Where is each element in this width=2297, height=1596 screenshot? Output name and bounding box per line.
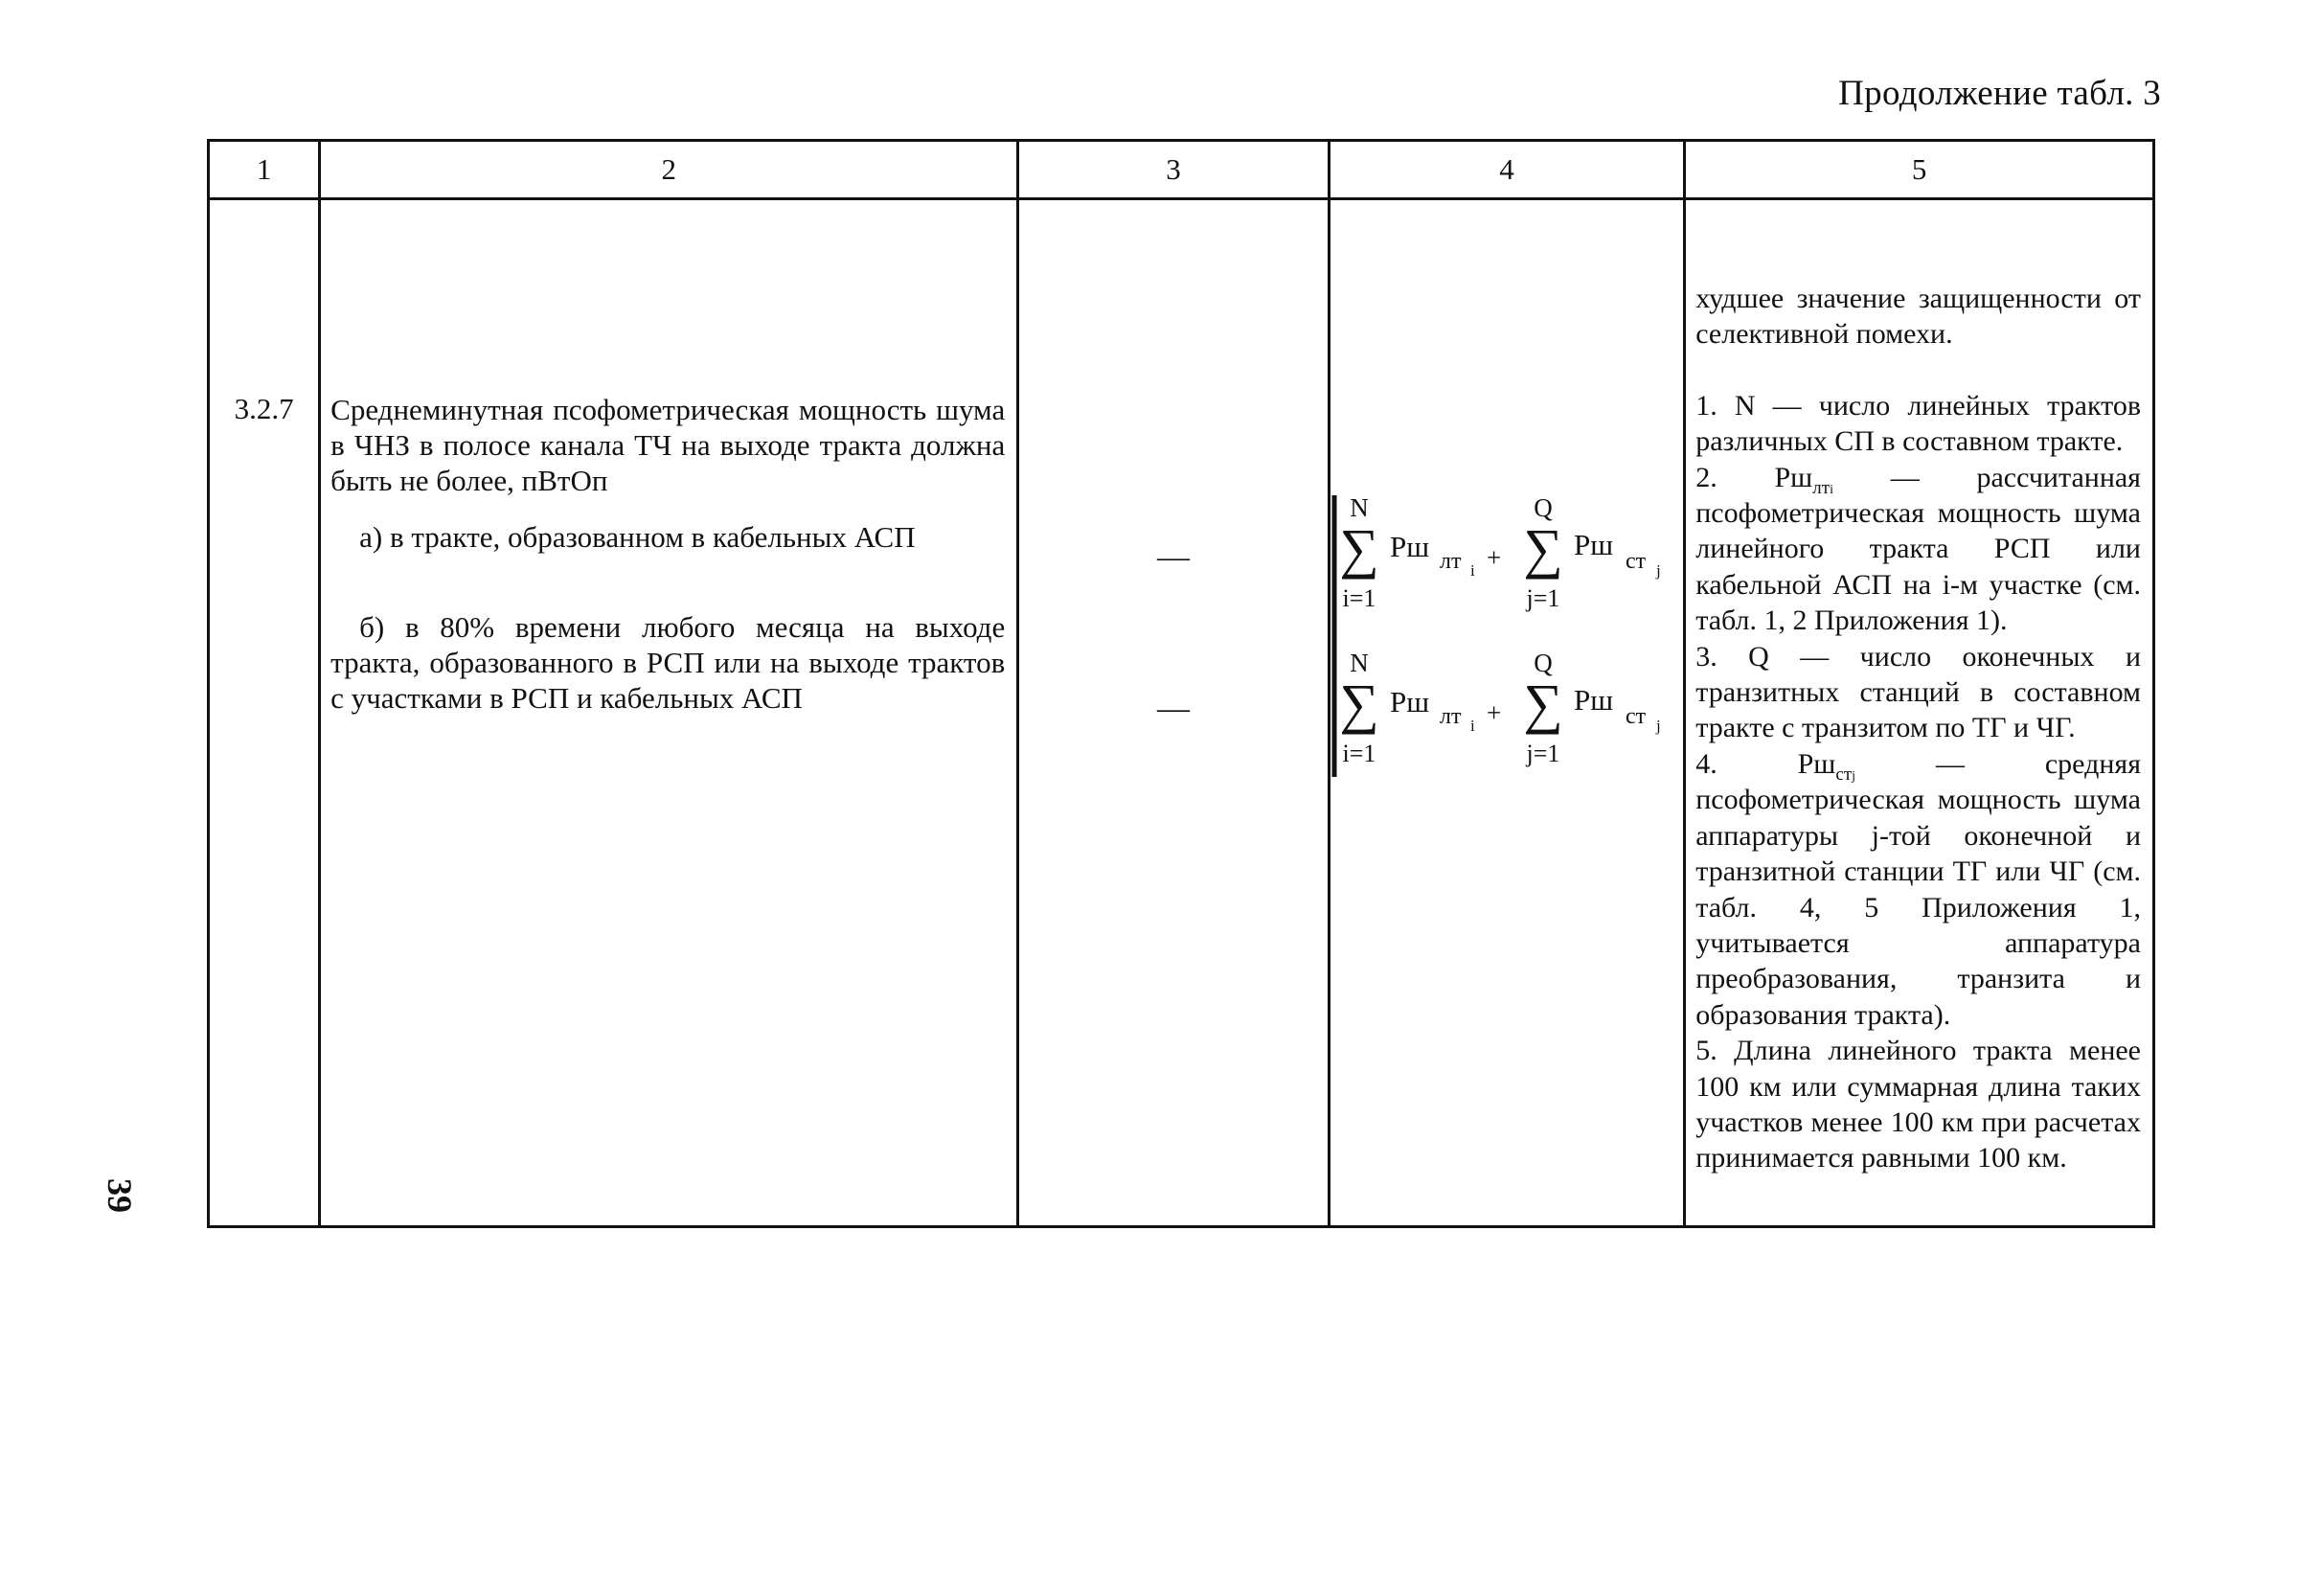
note-4 — [1695, 746, 2141, 1033]
note-2-prefix: 2. Рш — [1695, 461, 1813, 493]
note-4-index: j — [1852, 768, 1856, 784]
term1-symbol: Рш — [1389, 685, 1429, 718]
sum1-sigma: ∑ — [1339, 517, 1379, 580]
term2-index: j — [1655, 717, 1661, 735]
sum1-lower-limit: i=1 — [1342, 584, 1376, 612]
notes-intro: худшее значение защищенности от селективной помехи. — [1695, 283, 2141, 351]
note-1: 1. N — число линейных трактов различных СП в составном тракте. — [1695, 389, 2141, 458]
note-5: 5. Длина линейного тракта менее 100 км или суммарная длина таких участков менее 100 км при расчетах принимается равными 100 км. — [1695, 1035, 2141, 1174]
note-4-prefix: 4. Рш — [1695, 747, 1836, 780]
term1-subscript: лт — [1439, 704, 1462, 729]
item-number-cell — [209, 199, 320, 1227]
requirements-table — [207, 139, 2155, 1228]
noise-sum-formulas — [1330, 488, 1686, 794]
column-header-3: 3 — [1018, 141, 1329, 199]
value-cell — [1018, 199, 1329, 1227]
column-header-2: 2 — [320, 141, 1018, 199]
term1-index: i — [1469, 561, 1475, 580]
column-header-4: 4 — [1329, 141, 1685, 199]
table-row — [209, 199, 2154, 1227]
note-2-text: — рассчитанная псофометрическая мощность шума линейного тракта РСП или кабельной АСП на i-м участке (см. табл. 1, 2 Приложения 1). — [1695, 461, 2141, 637]
sum2-sigma: ∑ — [1523, 517, 1563, 580]
requirement-description: Среднеминутная псофометрическая мощность шума в ЧНЗ в полосе канала ТЧ на выходе тракта должна быть не более, пВтОп — [330, 393, 1006, 497]
formula-a — [1339, 493, 1660, 612]
column-header-1: 1 — [209, 141, 320, 199]
note-4-subscript: ст — [1835, 764, 1853, 785]
term2-index: j — [1655, 561, 1661, 580]
formula-b — [1339, 649, 1660, 767]
note-4-text: — средняя псофометрическая мощность шума аппаратуры j-той оконечной и транзитной станции ТГ или ЧГ (см. табл. 4, 5 Приложения 1, учитывается аппаратура преобразования, транзита и образования тракта). — [1695, 747, 2141, 1031]
sum1-upper-limit: N — [1349, 649, 1369, 677]
table-header-row — [209, 141, 2154, 199]
sum2-upper-limit: Q — [1533, 649, 1553, 677]
item-number: 3.2.7 — [234, 392, 294, 425]
table-continuation-title: Продолжение табл. 3 — [1838, 74, 2161, 113]
requirement-item-b: б) в 80% времени любого месяца на выходе тракта, образованного в РСП или на выходе трактов с участками в РСП и кабельных АСП — [330, 610, 1006, 715]
notes-cell — [1685, 199, 2154, 1227]
requirement-item-a: а) в тракте, образованном в кабельных АСП — [359, 520, 916, 554]
plus-sign: + — [1486, 698, 1501, 727]
column-header-5: 5 — [1685, 141, 2154, 199]
sum2-sigma: ∑ — [1523, 673, 1563, 735]
term1-subscript: лт — [1439, 549, 1462, 574]
note-2-index: i — [1830, 482, 1833, 497]
term1-symbol: Рш — [1389, 530, 1429, 563]
sum2-lower-limit: j=1 — [1526, 740, 1560, 767]
description-cell — [320, 199, 1018, 1227]
sum2-upper-limit: Q — [1533, 493, 1553, 522]
term2-symbol: Рш — [1573, 528, 1613, 561]
sum2-lower-limit: j=1 — [1526, 584, 1560, 612]
formula-cell — [1329, 199, 1685, 1227]
term2-subscript: ст — [1625, 549, 1646, 574]
term2-subscript: ст — [1625, 704, 1646, 729]
note-2 — [1695, 460, 2141, 639]
note-2-subscript: лт — [1812, 477, 1831, 498]
page-number: 39 — [101, 1178, 139, 1213]
term2-symbol: Рш — [1573, 683, 1613, 717]
sum1-lower-limit: i=1 — [1342, 740, 1376, 767]
sum1-sigma: ∑ — [1339, 673, 1379, 735]
term1-index: i — [1469, 717, 1475, 735]
note-3: 3. Q — число оконечных и транзитных станций в составном тракте с транзитом по ТГ и ЧГ. — [1695, 640, 2141, 744]
value-a-dash: — — [1156, 539, 1190, 575]
plus-sign: + — [1486, 543, 1501, 572]
value-b-dash: — — [1156, 691, 1190, 726]
sum1-upper-limit: N — [1349, 493, 1369, 522]
